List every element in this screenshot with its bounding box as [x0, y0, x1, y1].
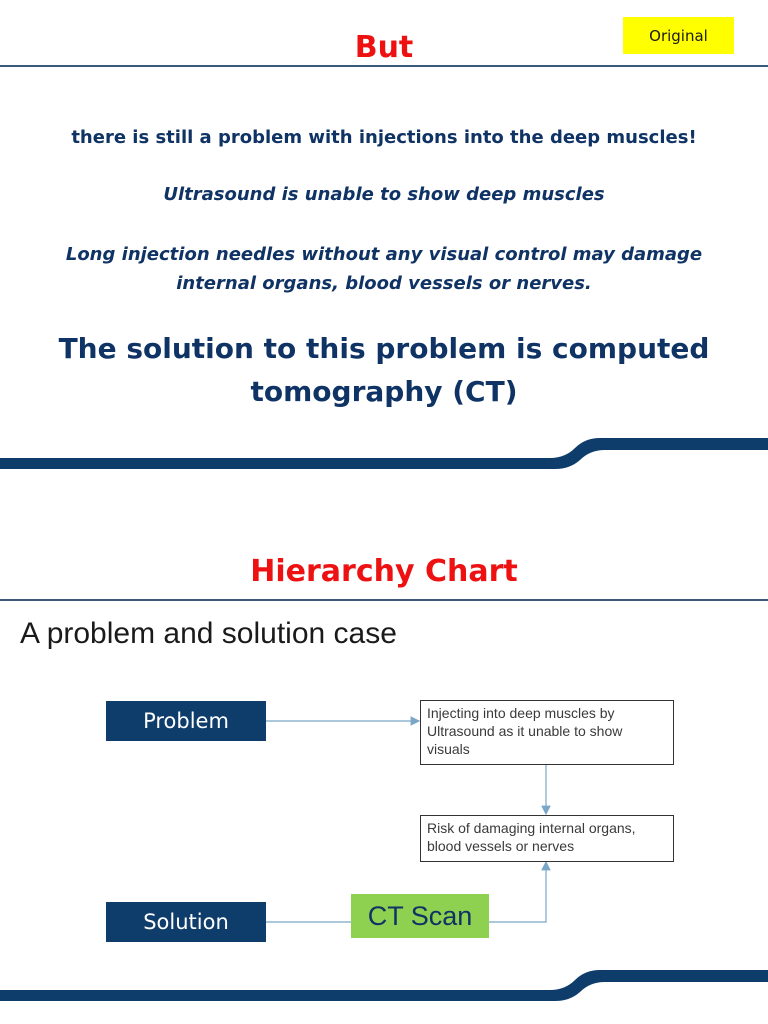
slide-title: But — [354, 30, 414, 65]
risk-box: Risk of damaging internal organs, blood vessels or nerves — [420, 815, 674, 862]
chart-subtitle: A problem and solution case — [20, 617, 397, 650]
ct-to-box2-arrow — [489, 862, 546, 922]
slide-title: Hierarchy Chart — [250, 554, 518, 589]
title-rule — [0, 65, 768, 67]
chart-connectors — [0, 512, 768, 1024]
slide-but — [0, 0, 768, 480]
footer-swoosh — [0, 430, 768, 475]
problem-box: Problem — [106, 701, 266, 741]
ct-scan-box: CT Scan — [351, 894, 489, 938]
ultrasound-limitation: Ultrasound is unable to show deep muscles — [163, 184, 605, 205]
footer-swoosh — [0, 962, 768, 1007]
needle-risk: Long injection needles without any visual control may damage internal organs, blood vessels or nerves. — [65, 244, 703, 294]
original-badge: Original — [623, 17, 734, 54]
solution-statement: The solution to this problem is computed tomography (CT) — [58, 332, 710, 408]
slide-hierarchy-chart — [0, 512, 768, 1024]
injection-box: Injecting into deep muscles by Ultrasound as it unable to show visuals — [420, 700, 674, 765]
problem-statement: there is still a problem with injections into the deep muscles! — [71, 127, 697, 148]
solution-box: Solution — [106, 902, 266, 942]
